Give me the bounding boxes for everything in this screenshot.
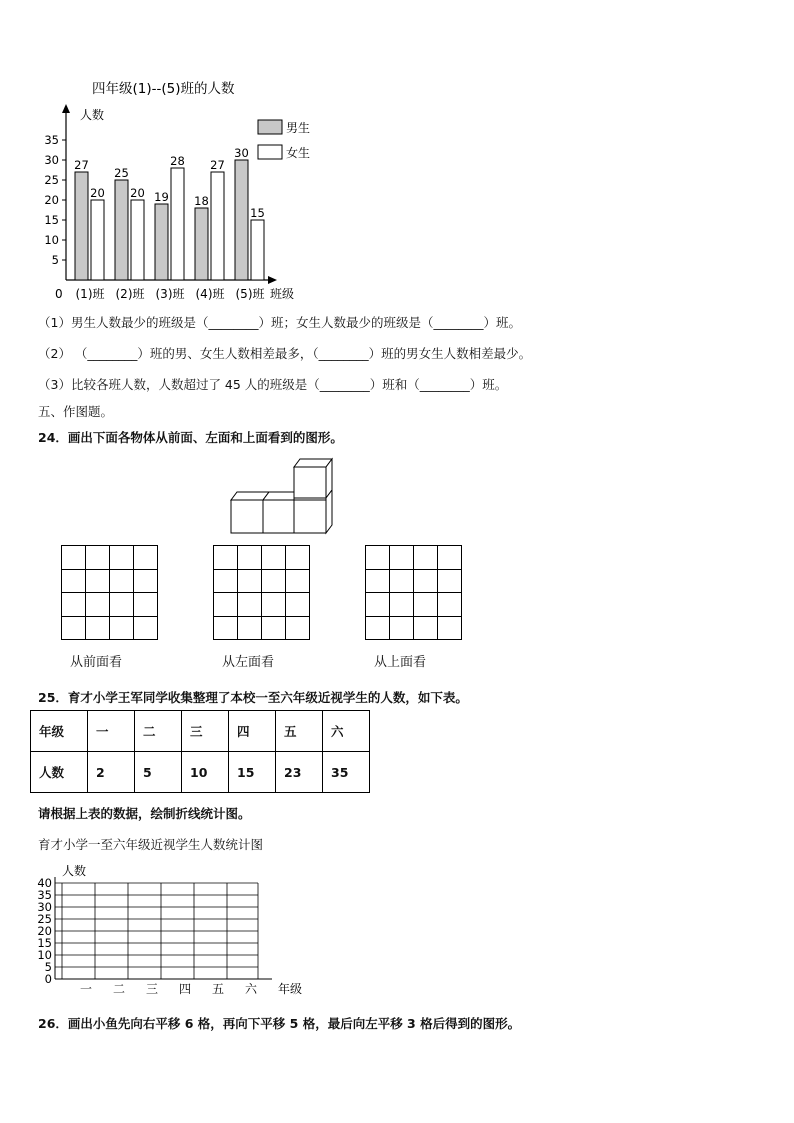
female-bar: [171, 168, 184, 280]
table-row: [31, 711, 370, 752]
y-tick-label: 10: [37, 948, 52, 962]
male-bar: [195, 208, 208, 280]
x-category-label: 五: [211, 982, 225, 996]
q23-sub2: （2） （________）班的男、女生人数相差最多，（________）班的男女生人数相差最少。: [38, 346, 532, 361]
x-category-label: 一: [79, 982, 93, 996]
bar-chart-xlabel: 班级: [270, 287, 295, 301]
y-tick-label: 20: [44, 193, 59, 207]
q24-text: 24．画出下面各物体从前面、左面和上面看到的图形。: [38, 430, 343, 445]
bar-chart-x-arrow: [268, 276, 277, 284]
y-tick-label: 35: [44, 133, 59, 147]
x-category-label: (3)班: [155, 287, 185, 301]
top-view-grid[interactable]: [365, 545, 462, 640]
bar-value-label: 27: [210, 158, 225, 172]
bar-chart-ylabel: 人数: [80, 108, 105, 122]
bar-value-label: 20: [90, 186, 105, 200]
bar-chart-title: 四年级(1)--(5)班的人数: [92, 81, 235, 97]
q23-sub3: （3）比较各班人数，人数超过了 45 人的班级是（________）班和（________）班。: [38, 377, 508, 392]
legend-male-label: 男生: [286, 121, 311, 135]
table-cell: 5: [135, 752, 182, 793]
table-cell: 35: [323, 752, 370, 793]
x-category-label: 六: [244, 982, 258, 996]
table-cell: 15: [229, 752, 276, 793]
legend-female-label: 女生: [286, 146, 311, 160]
table-row: [31, 752, 370, 793]
y-tick-label: 35: [37, 888, 52, 902]
q25-instruction: 请根据上表的数据，绘制折线统计图。: [38, 806, 251, 821]
legend-female-swatch: [258, 145, 282, 159]
y-tick-label: 10: [44, 233, 59, 247]
section-5-heading: 五、作图题。: [38, 404, 114, 419]
table-cell: 2: [88, 752, 135, 793]
x-category-label: (5)班: [235, 287, 265, 301]
front-view-grid[interactable]: [61, 545, 158, 640]
male-bar: [235, 160, 248, 280]
q26-text: 26．画出小鱼先向右平移 6 格，再向下平移 5 格，最后向左平移 3 格后得到的图形。: [38, 1016, 521, 1031]
x-category-label: (1)班: [75, 287, 105, 301]
y-tick-label: 40: [37, 876, 52, 890]
table-cell: 23: [276, 752, 323, 793]
y-tick-label: 30: [37, 900, 52, 914]
front-view-label: 从前面看: [70, 655, 123, 670]
bar-value-label: 27: [74, 158, 89, 172]
bar-value-label: 19: [154, 190, 169, 204]
table-cell: 四: [229, 711, 276, 752]
myopia-data-table: [30, 710, 370, 793]
x-category-label: 二: [112, 982, 126, 996]
x-category-label: 三: [145, 982, 159, 996]
bar-value-label: 25: [114, 166, 129, 180]
bar-chart-y-arrow: [62, 104, 70, 113]
left-view-grid[interactable]: [213, 545, 310, 640]
q25-text: 25．育才小学王军同学收集整理了本校一至六年级近视学生的人数，如下表。: [38, 690, 468, 705]
y-tick-label: 30: [44, 153, 59, 167]
female-bar: [91, 200, 104, 280]
table-cell: 一: [88, 711, 135, 752]
bar-chart-origin: 0: [55, 287, 63, 301]
x-category-label: (4)班: [195, 287, 225, 301]
myopia-line-chart-grid[interactable]: [0, 855, 330, 1005]
y-tick-label: 5: [44, 960, 52, 974]
male-bar: [155, 204, 168, 280]
female-bar: [131, 200, 144, 280]
female-bar: [211, 172, 224, 280]
legend-male-swatch: [258, 120, 282, 134]
table-row-label: 人数: [31, 752, 88, 793]
line-chart-title: 育才小学一至六年级近视学生人数统计图: [38, 837, 264, 852]
y-tick-label: 15: [44, 213, 59, 227]
cube-figure: [222, 455, 352, 540]
y-tick-label: 25: [37, 912, 52, 926]
y-tick-label: 0: [44, 972, 52, 986]
female-bar: [251, 220, 264, 280]
table-cell: 六: [323, 711, 370, 752]
table-header-label: 年级: [31, 711, 88, 752]
y-tick-label: 20: [37, 924, 52, 938]
male-bar: [115, 180, 128, 280]
bar-value-label: 20: [130, 186, 145, 200]
bar-value-label: 18: [194, 194, 209, 208]
line-chart-xlabel: 年级: [278, 982, 303, 996]
table-cell: 三: [182, 711, 229, 752]
class-gender-bar-chart: [0, 0, 794, 310]
bar-value-label: 30: [234, 146, 249, 160]
table-cell: 10: [182, 752, 229, 793]
x-category-label: 四: [178, 982, 192, 996]
y-tick-label: 15: [37, 936, 52, 950]
left-view-label: 从左面看: [222, 655, 275, 670]
q23-sub1: （1）男生人数最少的班级是（________）班；女生人数最少的班级是（________）班。: [38, 315, 521, 330]
y-tick-label: 25: [44, 173, 59, 187]
table-cell: 二: [135, 711, 182, 752]
x-category-label: (2)班: [115, 287, 145, 301]
table-cell: 五: [276, 711, 323, 752]
y-tick-label: 5: [51, 253, 59, 267]
male-bar: [75, 172, 88, 280]
top-view-label: 从上面看: [374, 655, 427, 670]
bar-value-label: 15: [250, 206, 265, 220]
line-chart-ylabel: 人数: [62, 864, 87, 878]
bar-value-label: 28: [170, 154, 185, 168]
